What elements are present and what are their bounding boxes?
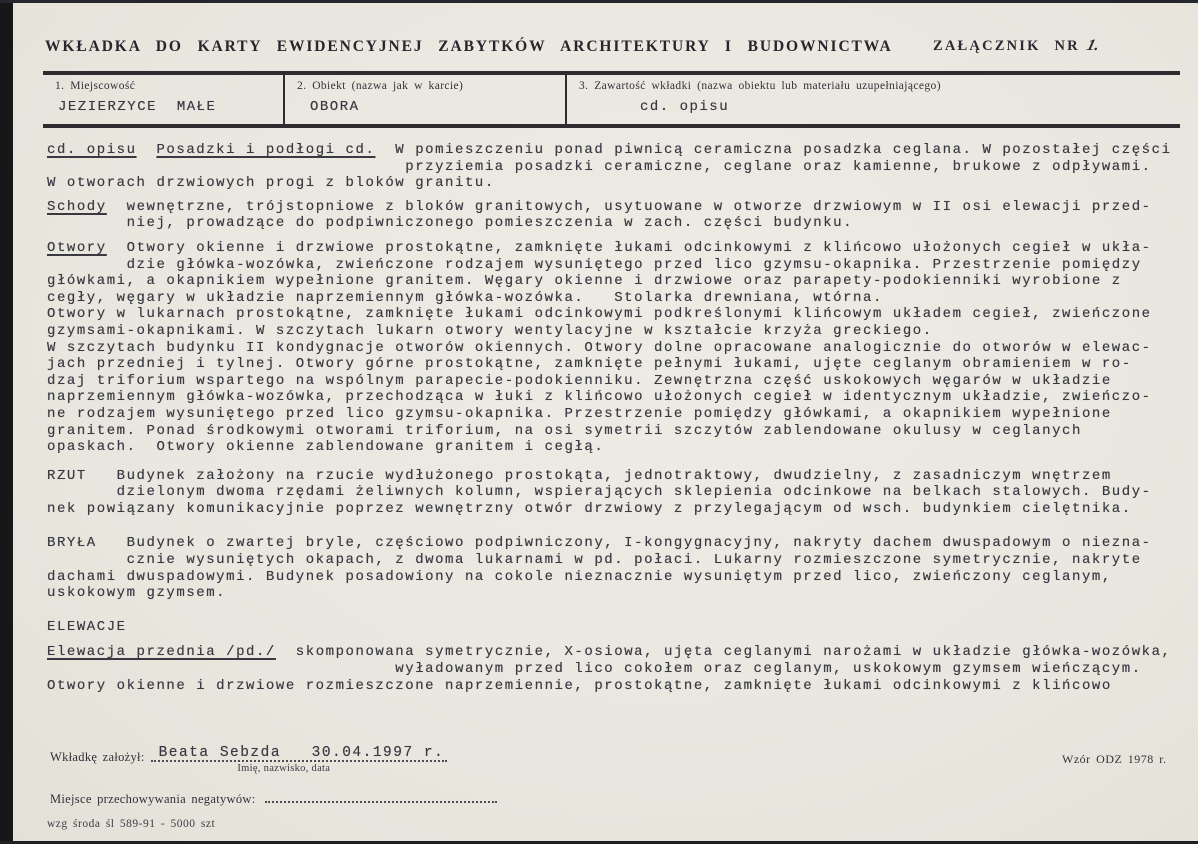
- body-line: Schody wewnętrzne, trójstopniowe z bloków granitowych, usytuowane w otworze drzwiowym w II osi elewacji przed-: [47, 198, 1152, 215]
- field-zawartosc: [567, 75, 1180, 124]
- body-line: dzielonym dwoma rzędami żeliwnych kolumn, wspierających sklepienia odcinkowe na belkach stalowych. Budy-: [47, 484, 1152, 501]
- body-line: cznie wysuniętych okapach, z dwoma lukarnami w pd. połaci. Lukarny rozmieszczone symetrycznie, nakryte: [47, 552, 1142, 569]
- negatives-row: [50, 790, 497, 808]
- body-line: cegły, węgary w układzie naprzemiennym główka-wozówka. Stolarka drewniana, wtórna.: [47, 289, 883, 306]
- founder-label: Wkładkę założył:: [50, 750, 145, 764]
- scan-left-edge: [0, 0, 13, 844]
- field-zawartosc-label: 3. Zawartość wkładki (nazwa obiektu lub materiału uzupełniającego): [579, 80, 941, 92]
- body-line: przyziemia posadzki ceramiczne, ceglane oraz kamienne, brukowe z odpływami.: [47, 158, 1152, 175]
- body-line: dzaj triforium wspartego na wspólnym parapecie-podokienniku. Zewnętrzna część uskokowych węgarów w układzie: [47, 372, 1112, 389]
- attachment-label: ZAŁĄCZNIK NR: [933, 38, 1080, 54]
- body-line: W szczytach budynku II kondygnacje otworów okiennych. Otwory dolne opracowane analogicznie do otworów w elewac-: [47, 339, 1152, 356]
- field-zawartosc-value: cd. opisu: [640, 99, 730, 115]
- negatives-fill-line: [265, 791, 497, 803]
- founder-value: Beata Sebzda 30.04.1997 r.: [158, 745, 445, 761]
- body-line: wyładowanym przed lico cokołem oraz ceglanym, uskokowym gzymsem wieńczącym.: [47, 661, 1142, 678]
- body-paragraph: [47, 142, 1172, 192]
- print-run-note: wzg środa śl 589-91 - 5000 szt: [47, 818, 216, 830]
- body-paragraph: [47, 240, 1172, 456]
- body-line: uskokowym gzymsem.: [47, 585, 227, 602]
- body-line: opaskach. Otwory okienne zablendowane granitem i cegłą.: [47, 439, 605, 456]
- body-line: W otworach drzwiowych progi z bloków granitu.: [47, 175, 495, 192]
- field-miejscowosc-value: JEZIERZYCE MAŁE: [58, 99, 217, 115]
- form-fields-table: [43, 71, 1180, 128]
- body-line: niej, prowadzące do podpiwniczonego pomieszczenia w zach. części budynku.: [47, 215, 854, 232]
- body-line: dachami dwuspadowymi. Budynek posadowiony na cokole nieznacznie wysuniętym przed lico, zwieńczony ceglanym,: [47, 568, 1112, 585]
- field-obiekt-value: OBORA: [310, 99, 360, 115]
- founder-fill-line: [151, 745, 447, 774]
- body-line: Otwory Otwory okienne i drzwiowe prostokątne, zamknięte łukami odcinkowymi z klińcowo ułożonych cegieł w ukła-: [47, 239, 1152, 256]
- negatives-label: Miejsce przechowywania negatywów:: [50, 792, 256, 806]
- field-obiekt: [285, 75, 567, 124]
- founder-row: [50, 745, 447, 774]
- description-text: [47, 142, 1172, 694]
- field-obiekt-label: 2. Obiekt (nazwa jak w karcie): [297, 80, 464, 92]
- body-line: nek powiązany komunikacyjnie poprzez wewnętrzny otwór drzwiowy z przylegającym od wsch. budynkiem cielętnika.: [47, 500, 1132, 517]
- body-paragraph: [47, 619, 1172, 636]
- attachment-number-handwritten: 1.: [1084, 37, 1102, 54]
- body-line: RZUT Budynek założony na rzucie wydłużonego prostokąta, jednotraktowy, dwudzielny, z zasadniczym wnętrzem: [47, 467, 1112, 484]
- body-line: ELEWACJE: [47, 618, 127, 635]
- body-paragraph: [47, 644, 1172, 694]
- body-line: Otwory okienne i drzwiowe rozmieszczone naprzemiennie, prostokątne, zamknięte łukami odcinkowymi z klińcowo: [47, 677, 1112, 694]
- field-miejscowosc-label: 1. Miejscowość: [55, 80, 136, 92]
- body-paragraph: [47, 468, 1172, 518]
- body-line: BRYŁA Budynek o zwartej bryle, częściowo podpiwniczony, I-kongygnacyjny, nakryty dachem dwuspadowym o niezna-: [47, 535, 1152, 552]
- body-paragraph: [47, 199, 1172, 232]
- founder-caption: Imię, nazwisko, data: [237, 763, 331, 774]
- body-line: cd. opisu Posadzki i podłogi cd. W pomieszczeniu ponad piwnicą ceramiczna posadzka ceglana. W pozostałej części: [47, 142, 1172, 158]
- body-line: główkami, a okapnikiem wypełnione granitem. Węgary okienne i drzwiowe oraz parapety-podokienniki wyrobione z: [47, 273, 1122, 290]
- body-line: Otwory w lukarnach prostokątne, zamknięte łukami odcinkowymi podkreślonymi klińcowym układem cegieł, zwieńczone: [47, 306, 1152, 323]
- form-pattern-note: Wzór ODZ 1978 r.: [1062, 752, 1167, 766]
- body-line: Elewacja przednia /pd./ skomponowana symetrycznie, X-osiowa, ujęta ceglanymi narożami w układzie główka-wozówka,: [47, 644, 1172, 661]
- body-paragraph: [47, 535, 1172, 601]
- body-line: naprzemiennym główka-wozówka, przechodząca w łuki z klińcowo ułożonych cegieł w identycznym układzie, zwieńczo-: [47, 389, 1152, 406]
- body-line: ne rodzajem wysuniętego przed lico gzymsu-okapnika. Przestrzenie pomiędzy główkami, a okapnikiem wypełnione: [47, 405, 1112, 422]
- scan-top-edge: [0, 0, 1198, 3]
- body-line: granitem. Ponad środkowymi otworami triforium, na osi symetrii szczytów zablendowane okulusy w ceglanych: [47, 422, 1082, 439]
- page-title: WKŁADKA DO KARTY EWIDENCYJNEJ ZABYTKÓW ARCHITEKTURY I BUDOWNICTWA: [45, 38, 893, 55]
- body-line: dzie główka-wozówka, zwieńczone rodzajem wysuniętego przed lico gzymsu-okapnika. Przestrzenie pomiędzy: [47, 256, 1142, 273]
- body-line: jach przedniej i tylnej. Otwory górne prostokątne, zamknięte pełnymi łukami, ujęte ceglanym obramieniem w ro-: [47, 356, 1132, 373]
- field-miejscowosc: [43, 75, 285, 124]
- attachment-note: [933, 37, 1102, 55]
- body-line: gzymsami-okapnikami. W szczytach lukarn otwory wentylacyjne w kształcie krzyża greckiego.: [47, 322, 933, 339]
